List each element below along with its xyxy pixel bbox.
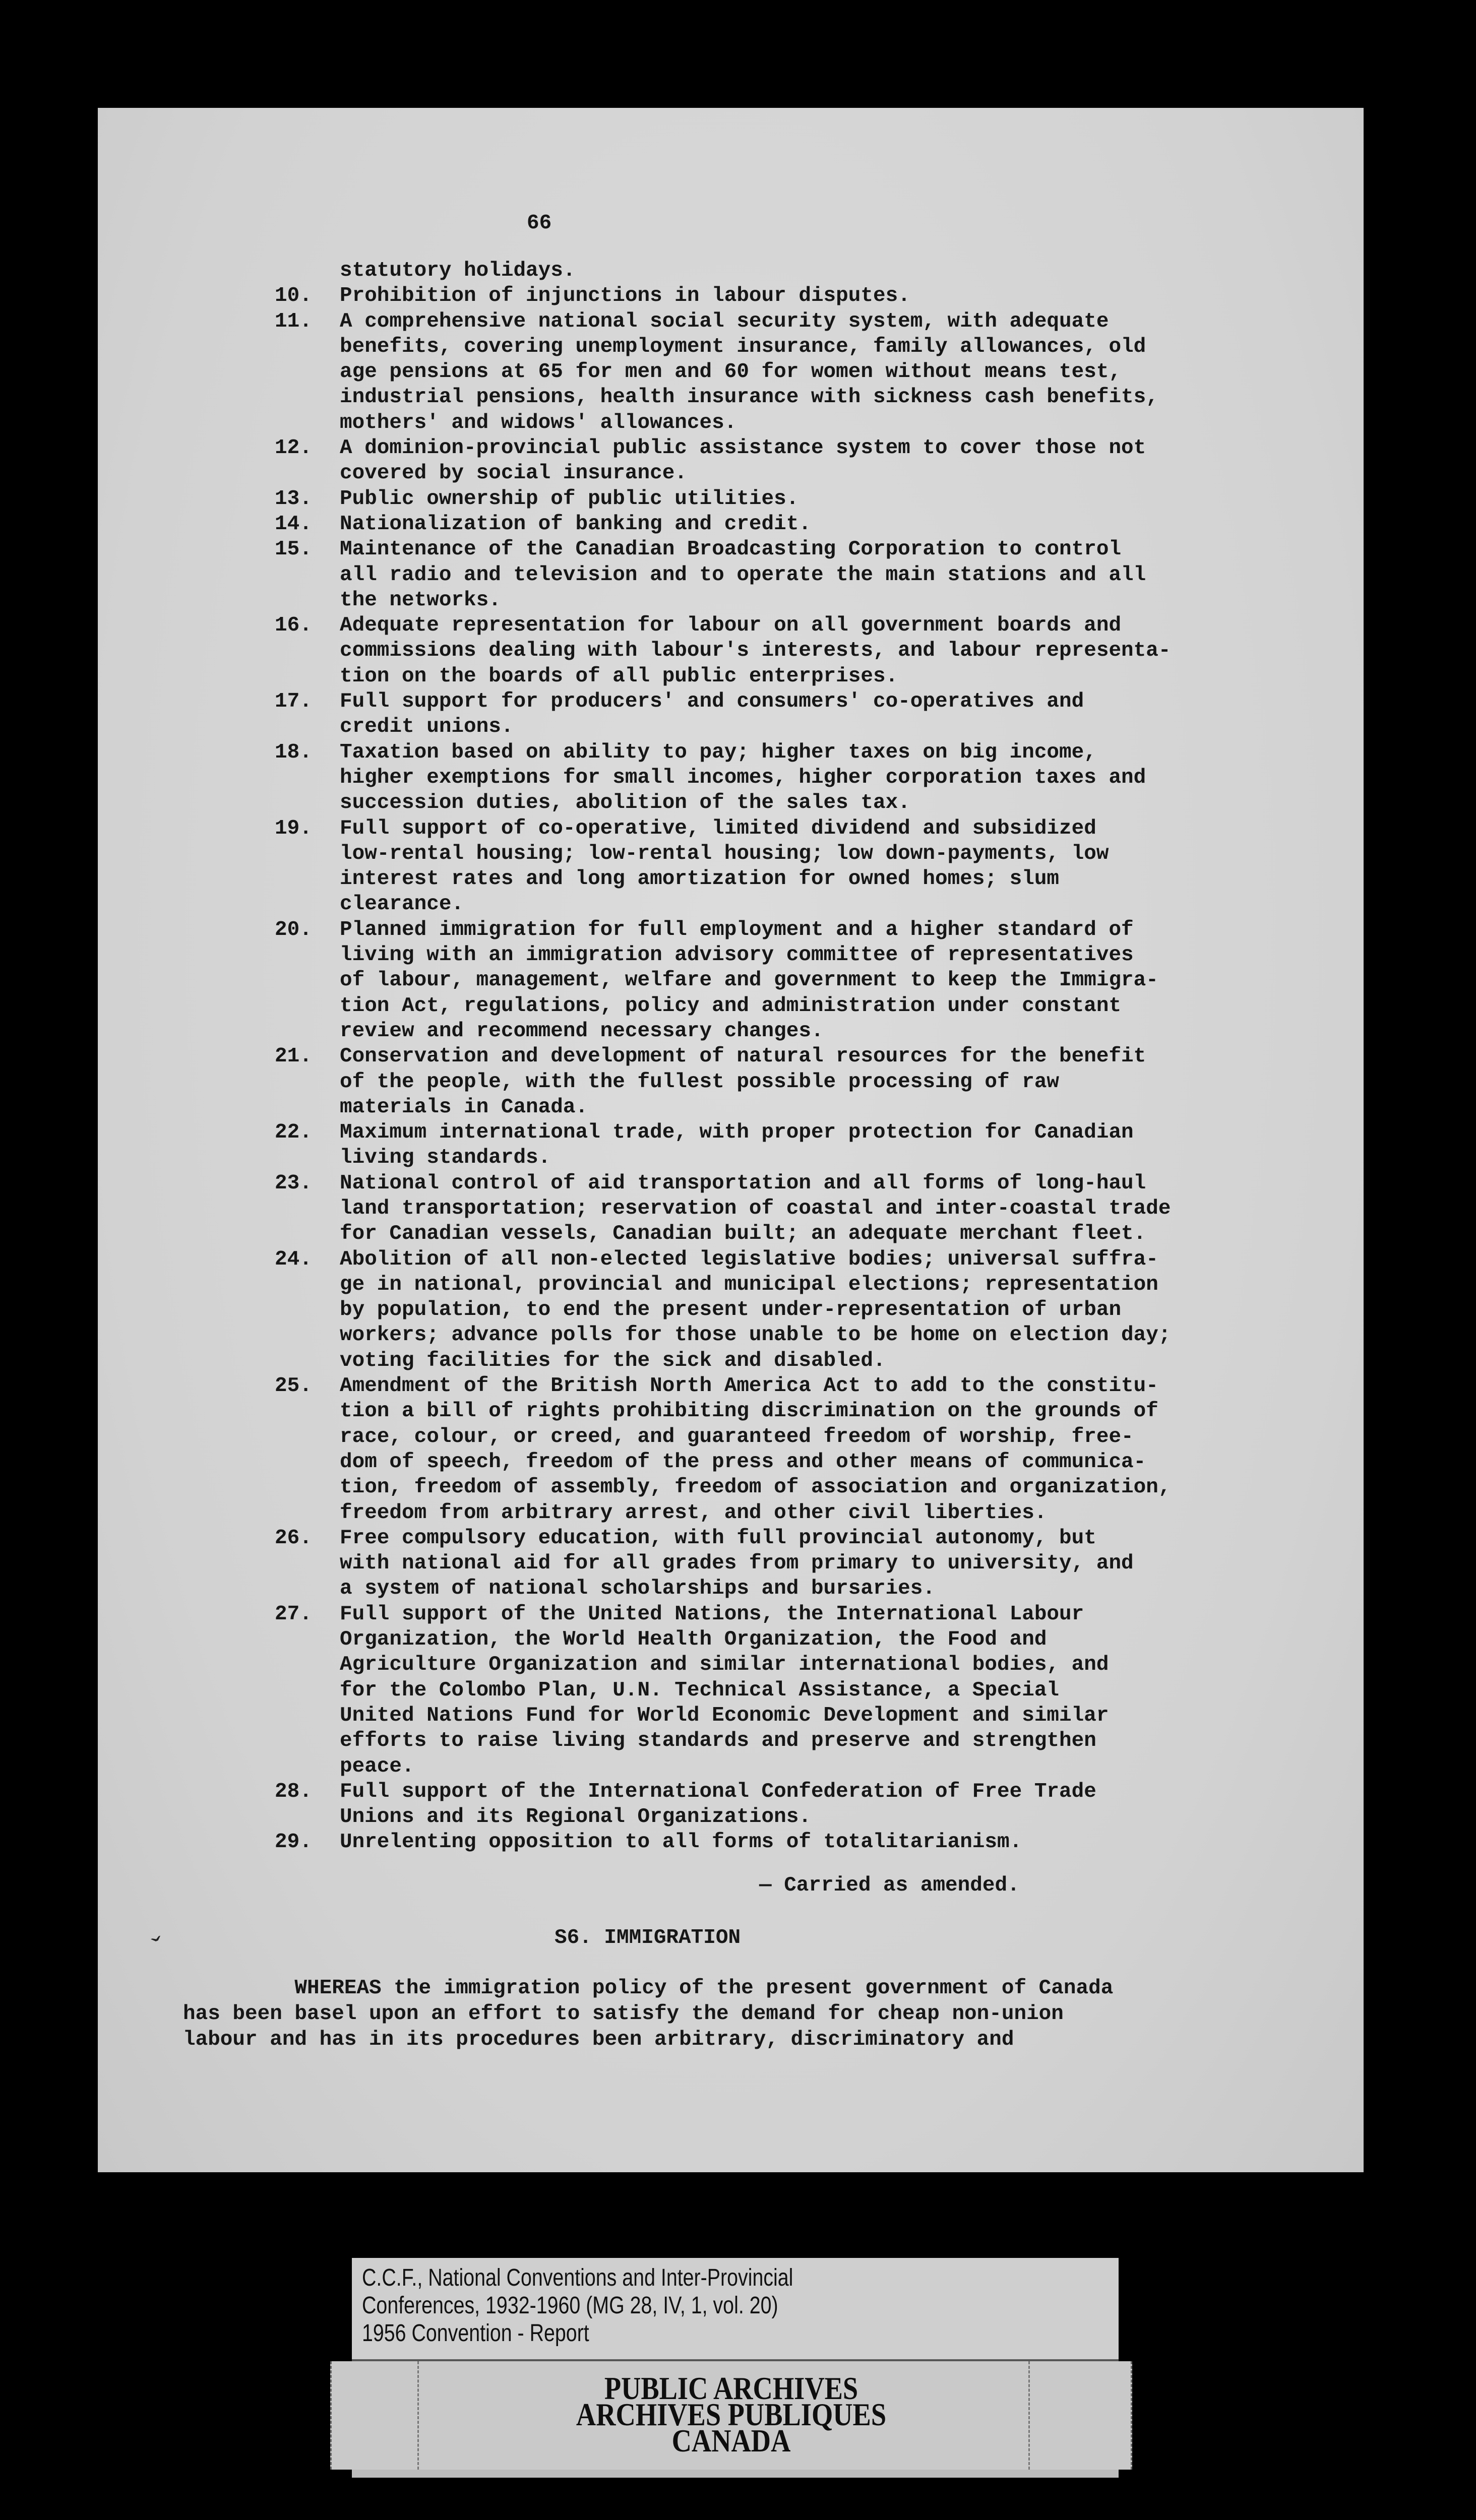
line-text: Full support of the United Nations, the International Labour (340, 1602, 1084, 1626)
item-number: 10. (275, 284, 312, 308)
label-line: 1956 Convention - Report (362, 2320, 589, 2347)
line-text: for the Colombo Plan, U.N. Technical Assistance, a Special (340, 1678, 1060, 1702)
line-text: voting facilities for the sick and disabled. (340, 1349, 886, 1372)
line-text: Unions and its Regional Organizations. (340, 1805, 811, 1829)
line-text: higher exemptions for small incomes, higher corporation taxes and (340, 766, 1146, 789)
line-text: a system of national scholarships and bursaries. (340, 1577, 935, 1601)
item-number: 11. (275, 309, 312, 333)
paragraph-line: WHEREAS the immigration policy of the present government of Canada (183, 1977, 1114, 2000)
line-text: efforts to raise living standards and preserve and strengthen (340, 1729, 1096, 1753)
item-number: 23. (275, 1171, 312, 1195)
line-text: Adequate representation for labour on all government boards and (340, 614, 1122, 638)
line-text: Maximum international trade, with proper protection for Canadian (340, 1121, 1134, 1145)
label-line: C.C.F., National Conventions and Inter-Provincial (362, 2264, 793, 2291)
line-text: for Canadian vessels, Canadian built; an adequate merchant fleet. (340, 1222, 1146, 1246)
item-number: 29. (275, 1831, 312, 1854)
line-text: Maintenance of the Canadian Broadcasting Corporation to control (340, 538, 1122, 561)
line-text: covered by social insurance. (340, 462, 687, 485)
stamp-line: ARCHIVES PUBLIQUES (576, 2397, 887, 2432)
stamp-line: PUBLIC ARCHIVES (604, 2370, 858, 2406)
line-text: the networks. (340, 588, 501, 612)
line-text: interest rates and long amortization for owned homes; slum (340, 867, 1060, 891)
label-strip (352, 2470, 1119, 2478)
line-text: low-rental housing; low-rental housing; low down-payments, low (340, 842, 1109, 865)
line-text: review and recommend necessary changes. (340, 1019, 824, 1043)
line-text: race, colour, or creed, and guaranteed freedom of worship, free- (340, 1425, 1134, 1448)
stamp-line: CANADA (671, 2423, 791, 2459)
line-text: materials in Canada. (340, 1095, 588, 1119)
line-text: Abolition of all non-elected legislative bodies; universal suffra- (340, 1247, 1158, 1271)
line-text: commissions dealing with labour's interests, and labour representa- (340, 639, 1171, 663)
item-number: 12. (275, 436, 312, 460)
label-line: Conferences, 1932-1960 (MG 28, IV, 1, vol. 20) (362, 2292, 778, 2319)
paragraph-line: has been basel upon an effort to satisfy the demand for cheap non-union (183, 2002, 1064, 2026)
line-text: Agriculture Organization and similar international bodies, and (340, 1653, 1109, 1677)
item-number: 13. (275, 487, 312, 511)
line-text: of labour, management, welfare and government to keep the Immigra- (340, 969, 1158, 992)
line-text: industrial pensions, health insurance with sickness cash benefits, (340, 386, 1158, 409)
line-text: succession duties, abolition of the sales tax. (340, 791, 910, 815)
line-text: clearance. (340, 893, 464, 916)
line-text: tion on the boards of all public enterprises. (340, 664, 898, 688)
item-number: 18. (275, 740, 312, 764)
line-text: statutory holidays. (340, 259, 576, 282)
whereas-paragraph (183, 1976, 1113, 2053)
item-number: 21. (275, 1045, 312, 1068)
line-text: A dominion-provincial public assistance system to cover those not (340, 436, 1146, 460)
line-text: benefits, covering unemployment insurance, family allowances, old (340, 335, 1146, 358)
line-text: Full support of co-operative, limited dividend and subsidized (340, 816, 1096, 840)
line-text: peace. (340, 1754, 414, 1778)
line-text: by population, to end the present under-representation of urban (340, 1298, 1122, 1322)
line-text: dom of speech, freedom of the press and other means of communica- (340, 1450, 1146, 1474)
line-text: Free compulsory education, with full provincial autonomy, but (340, 1526, 1096, 1550)
carried-note: — Carried as amended. (759, 1874, 1020, 1897)
line-text: credit unions. (340, 715, 514, 739)
item-number: 22. (275, 1121, 312, 1145)
line-text: tion a bill of rights prohibiting discrimination on the grounds of (340, 1400, 1158, 1423)
paragraph-line: labour and has in its procedures been arbitrary, discriminatory and (183, 2028, 1014, 2051)
pencil-mark-icon: ˇ (146, 1931, 175, 1970)
line-text: ge in national, provincial and municipal elections; representation (340, 1273, 1158, 1296)
item-number: 24. (275, 1247, 312, 1271)
item-number: 26. (275, 1526, 312, 1550)
line-text: mothers' and widows' allowances. (340, 411, 737, 434)
line-text: Public ownership of public utilities. (340, 487, 799, 511)
line-text: age pensions at 65 for men and 60 for women without means test, (340, 360, 1122, 384)
line-text: with national aid for all grades from primary to university, and (340, 1552, 1134, 1576)
line-text: tion, freedom of assembly, freedom of association and organization, (340, 1476, 1171, 1499)
page-number: 66 (527, 212, 552, 235)
line-text: freedom from arbitrary arrest, and other civil liberties. (340, 1501, 1047, 1525)
item-number: 19. (275, 816, 312, 840)
item-number: 16. (275, 614, 312, 638)
line-text: all radio and television and to operate the main stations and all (340, 563, 1146, 587)
line-text: Amendment of the British North America Act to add to the constitu- (340, 1374, 1158, 1398)
line-text: Full support of the International Confederation of Free Trade (340, 1780, 1096, 1803)
line-text: tion Act, regulations, policy and administration under constant (340, 994, 1122, 1018)
item-number: 28. (275, 1780, 312, 1803)
section-heading: S6. IMMIGRATION (555, 1926, 741, 1949)
public-archives-stamp (330, 2361, 1132, 2470)
line-text: Nationalization of banking and credit. (340, 512, 811, 536)
line-text: United Nations Fund for World Economic Development and similar (340, 1704, 1109, 1727)
line-text: Taxation based on ability to pay; higher taxes on big income, (340, 740, 1096, 764)
archive-reference-label (352, 2258, 1119, 2361)
line-text: Organization, the World Health Organization, the Food and (340, 1628, 1047, 1652)
line-text: of the people, with the fullest possible processing of raw (340, 1070, 1060, 1094)
item-number: 14. (275, 512, 312, 536)
line-text: Unrelenting opposition to all forms of totalitarianism. (340, 1831, 1022, 1854)
item-number: 25. (275, 1374, 312, 1398)
item-number: 15. (275, 538, 312, 561)
line-text: living with an immigration advisory committee of representatives (340, 943, 1134, 967)
line-text: land transportation; reservation of coastal and inter-coastal trade (340, 1196, 1171, 1220)
line-text: A comprehensive national social security system, with adequate (340, 309, 1109, 333)
line-text: National control of aid transportation and all forms of long-haul (340, 1171, 1146, 1195)
item-number: 20. (275, 918, 312, 941)
line-text: Planned immigration for full employment and a higher standard of (340, 918, 1134, 941)
line-text: Full support for producers' and consumers' co-operatives and (340, 690, 1084, 714)
line-text: Prohibition of injunctions in labour disputes. (340, 284, 910, 308)
line-text: workers; advance polls for those unable to be home on election day; (340, 1324, 1171, 1347)
item-number: 27. (275, 1602, 312, 1626)
item-number: 17. (275, 690, 312, 714)
line-text: Conservation and development of natural resources for the benefit (340, 1045, 1146, 1068)
line-text: living standards. (340, 1146, 551, 1170)
